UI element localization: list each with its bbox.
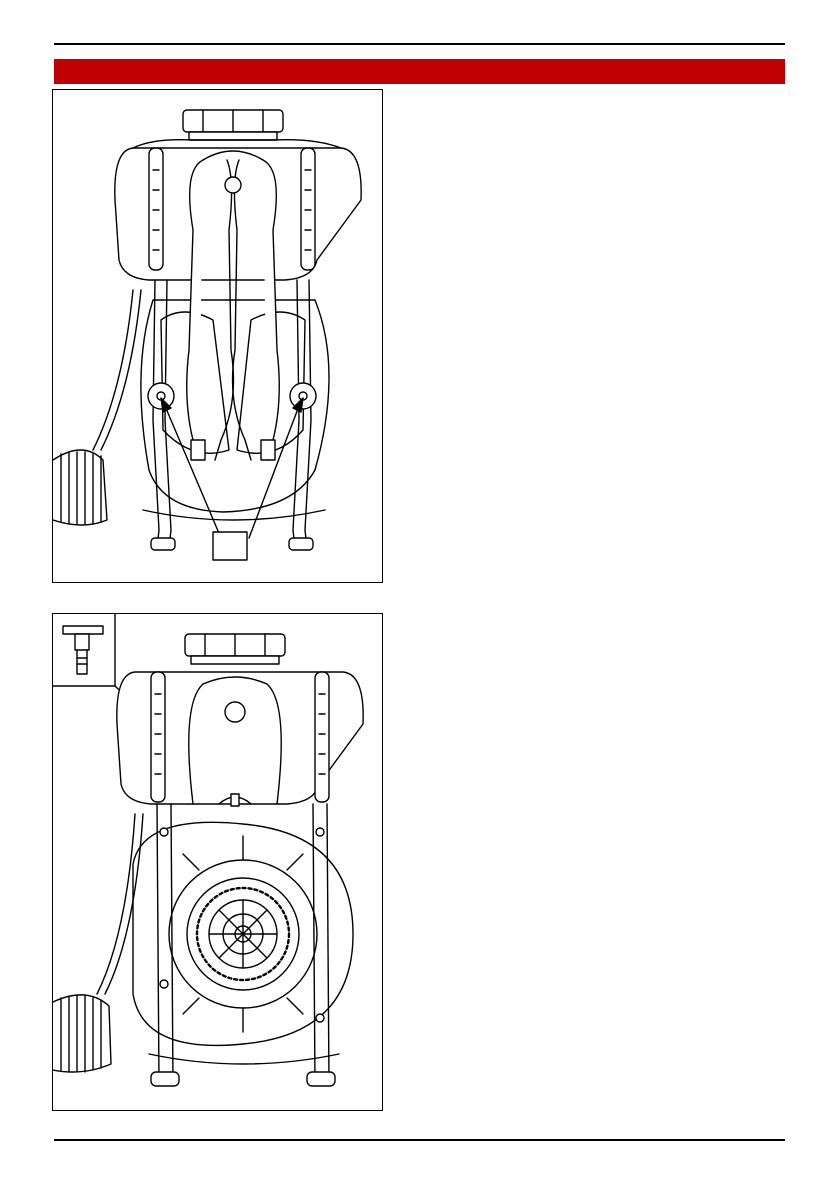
blower-hose: [53, 814, 143, 1072]
header-rule: [54, 43, 785, 45]
bolt-right: [290, 383, 316, 409]
tank-cap: [185, 634, 285, 664]
level-gauge-right: [301, 148, 315, 270]
level-gauge-left: [149, 148, 163, 270]
figure-rear-view-blower: [52, 613, 383, 1111]
callout-label-box: [213, 532, 247, 560]
tank-cap: [183, 110, 283, 140]
section-title-bar: [54, 59, 785, 84]
footer-rule: [54, 1139, 785, 1141]
level-gauge-left: [151, 672, 165, 802]
sprayer-blower-illustration: [53, 614, 382, 1110]
blower-hose: [53, 290, 141, 525]
figure-rear-view-harness: [52, 89, 383, 583]
level-gauge-right: [315, 672, 329, 802]
sprayer-harness-illustration: [53, 90, 382, 582]
bolt-left: [148, 383, 174, 409]
